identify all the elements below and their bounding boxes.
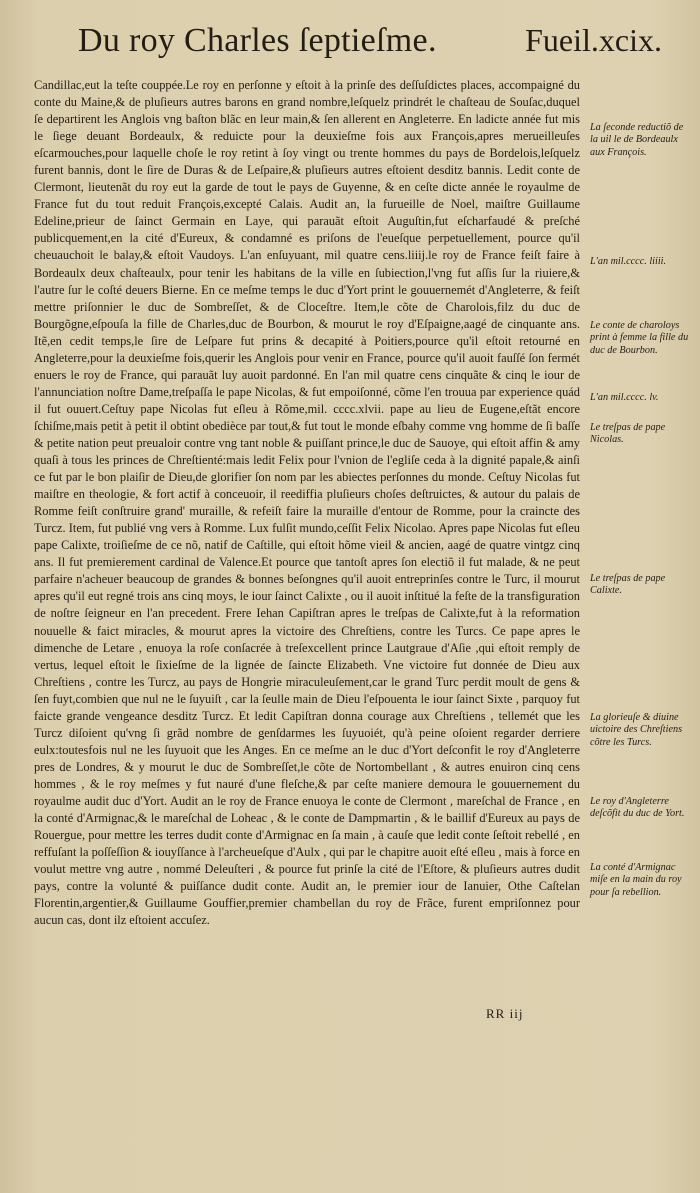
margin-note-trespas-calixte: Le treſpas de pape Calixte. — [590, 573, 666, 597]
running-title: Du roy Charles ſeptieſme. — [78, 22, 437, 59]
margin-note-an-1454: L'an mil.cccc. liiii. — [590, 256, 667, 267]
margin-note-victoire-chrestiens: La glorieuſe & diuine uictoire des Chreſtiens cõtre les Turcs. — [590, 712, 683, 748]
signature-mark: RR iij — [486, 1006, 524, 1021]
margin-note-conte-charolois: Le conte de charoloys print à femme la fille du duc de Bourbon. — [590, 320, 689, 356]
running-header — [72, 22, 662, 68]
main-text-block — [34, 77, 580, 929]
body-paragraph: Candillac,eut la teſte couppée.Le roy en perſonne y eſtoit à la prinſe des deſſuſdictes places, accompaigné du conte du Maine,& de pluſieurs autres barons en grand nombre,leſquelz prindrét le chaſteau de Souſac,duquel ſe departirent les Anglois vng baſton blãc en leur main,& ſen allerent en Angleterre. En ladicte année fut mis le ſiege deuant Bordeaulx, & reduicte pour la deuxieſme fois aux François,apres merueilleuſes eſcarmouches,pour laquelle choſe le roy retint à ſoy vingt ou trente hommes du pays de Bordelois,leſquelz furent bannis, dont le ſire de Duras & de Leſpaire,& pluſieurs autres eſtoient desditz bannis. Ledit conte de Clermont, lieutenãt du roy eut la garde de tout le pays de Guyenne, & en ceſte dicte année le royaulme de France fut du tout reduit François,excepté Calais. Audit an, la furueille de Noel, maiſtre Guillaume Edeline,prieur de ſainct Germain en Laye, qui parauãt eſtoit Auguſtin,fut eſcharfaudé & preſché publicquement,en la cité d'Eureux, & condamné es priſons de l'eueſque perpetuellement, pource qu'il cheuauchoit le balay,& eſtoit Vaudoys. L'an enſuyuant, mil quatre cens.liiij.le roy de France feiſt faire à Bordeaulx deux chaſteaulx, pour tenir les habitans de la ville en ſubiection,l'vng fut aſſis ſur la riuiere,& l'autre ſur le coſté deuers Bierne. En ce meſme temps le duc d'Yort print le gouuernemét d'Angleterre, & feiſt mettre priſonnier le duc de Sombreſſet, & de Cloceſtre. Item,le cõte de Charolois,filz du duc de Bourgõgne,eſpouſa la fille de Charles,duc de Bourbon, & mourut le roy d'Eſpaigne,aagé de cinquante ans. Itẽ,en cedit temps,le ſire de Leſpare fut prins & decapité à Poitiers,pource qu'il eſtoit retourné en Angleterre,pour la deuxieſme fois,querir les Anglois pour venir en France, pource qu'il auoit fauſſé ſon fermét enuers le roy de France, qui parauãt luy auoit pardonné. En l'an mil quatre cens cinquãte & cinq le iour de l'annunciation noſtre Dame,treſpaſſa le pape Nicolas, & fut empoiſonné, cõme l'en trouua par experience quád il fut ouuert.Ceſtuy pape Nicolas fut eſleu à Rõme,mil. cccc.xlvii. pape au lieu de Eugene,eſtãt encore ſchiſme,mais petit à petit il obtint obedièce par tout,& fut tout le monde eſbahy comme vng homme de ſi baſſe & petite nation peut preualoir contre vng tant noble & puiſſant prince,le duc de Sauoye, qui eſtoit affin & amy quaſi à tous les princes de Chreſtienté:mais ledit Felix pour l'vnion de l'egliſe ceda à la dignité papale,& ainſi ce fut par le bon plaiſir de Dieu,de glorifier ſon nom par les abiectes perſonnes du monde. Ceſtuy Nicolas fut maiſtre en theologie, & fort actif à conceuoir, il reediffia pluſieurs choſes deſtruictes, & autour du palais de Romme feiſt conſtruire grand' muraille, & refeiſt faire la muraille d'entour de Romme, pour la craincte des Turcz. Item, fut publié vng vers à Romme. Lux fulſit mundo,ceſſit Felix Nicolao. Apres pape Nicolas fut eſleu pape Calixte, troiſieſme de ce nõ, natif de Caſtille, qui eſtoit hõme vieil & ancien, aagé de quatre vintgz cinq ans. Il fut premierement cardinal de Valence.Et pource que tantoſt apres ſon electiõ il fut malade, & ne peut parfaire n'acheuer beaucoup de grandes & bonnes beſongnes qu'il auoit entreprinſes contre le Turc, il mourut apres qu'il eut regné trois ans cinq moys, le iour ſainct Calixte , ou il auoit inſtitué la feſte de la transfiguration de noſtre ſeigneur en l'an precedent. Frere Iehan Capiſtran apres le treſpas de Calixte,fut à la reformation nouuelle & faict miracles, & mourut apres la victoire des Chreſtiens, contre les Turcs. Ce pape apres le dimenche de Letare , enuoya la roſe conſacrée à treſexcellent prince Lautgraue d'Aſie ,qui eſtoit remply de vertus, lequel eſtoit le ſixieſme de la lignée de ſaincte Elizabeth. Vne victoire fut donnée de Dieu aux Chreſtiens , contre les Turcz, au pays de Hongrie miraculeuſement,car le grand Turc perdit moult de gens & ſen fuyt,combien que nul ne le ſuyuiſt , car la ſeulle main de Dieu l'eſpouenta le iour ſainct Sixte , parquoy fut faicte grande vengeance desditz Turcz. Et ledit Capiſtran donna courage aux Chreſtiens , tellemét que les Turcz diſoient qu'vng ſi grãd nombre de genſdarmes les ſuyuoiét, qu'à peine oſoient regarder derriere eulx:toutesfois nul ne les ſuyuoit que les Anges. En ce meſme an le duc d'Yort deſconfit le roy d'Angleterre pres de Londres, & y mourut le duc de Sombreſſet,le cõte de Nortombellant , & autres enuiron cinq cens hommes , & le roy meſmes y fut nauré d'une fleſche,& par ceſte maniere demoura le gouuernement du royaulme audit duc d'Yort. Audit an le roy de France enuoya le conte de Clermont , mareſchal de France , en la conté d'Armignac,& le mareſchal de Loheac , & le conte de Dampmartin , & le baillif d'Eureux au pays de Rouergue, pour mettre les terres dudit conte d'Armignac en ſa main , à cauſe que ledit conte ſeſtoit rebellé , en reffuſant la poſſeſſion & iouyſſance à l'archeueſque d'Aulx , qui par le chapitre auoit eſté eſleu , mais à force en voulut mettre vng autre , nommé Deleuſteri , & pource fut prinſe la cité de l'Eſtore, & pluſieurs autres dudit pays, contre la volunté & puiſſance dudit conte. Audit an, le premier iour de Ianuier, Othe Caſtelan Florentin,argentier,& Guillaume Gouffier,premier chambellan du roy de Frãce, furent empriſonnez pour aucun cas, dont ilz eſtoient accuſez. — [34, 78, 580, 928]
margin-note-conte-armignac: La conté d'Armignac miſe en la main du roy pour ſa rebellion. — [590, 862, 682, 898]
margin-note-roy-angleterre: Le roy d'Angleterre deſcõfit du duc de Yort. — [590, 796, 685, 820]
margin-note-seconde-reduction: La ſeconde reductiõ de la uil le de Bordeaulx aux François. — [590, 122, 684, 158]
margin-note-an-1455: L'an mil.cccc. lv. — [590, 392, 659, 403]
folio-number: Fueil.xcix. — [525, 22, 662, 58]
margin-note-trespas-nicolas: Le treſpas de pape Nicolas. — [590, 422, 666, 446]
